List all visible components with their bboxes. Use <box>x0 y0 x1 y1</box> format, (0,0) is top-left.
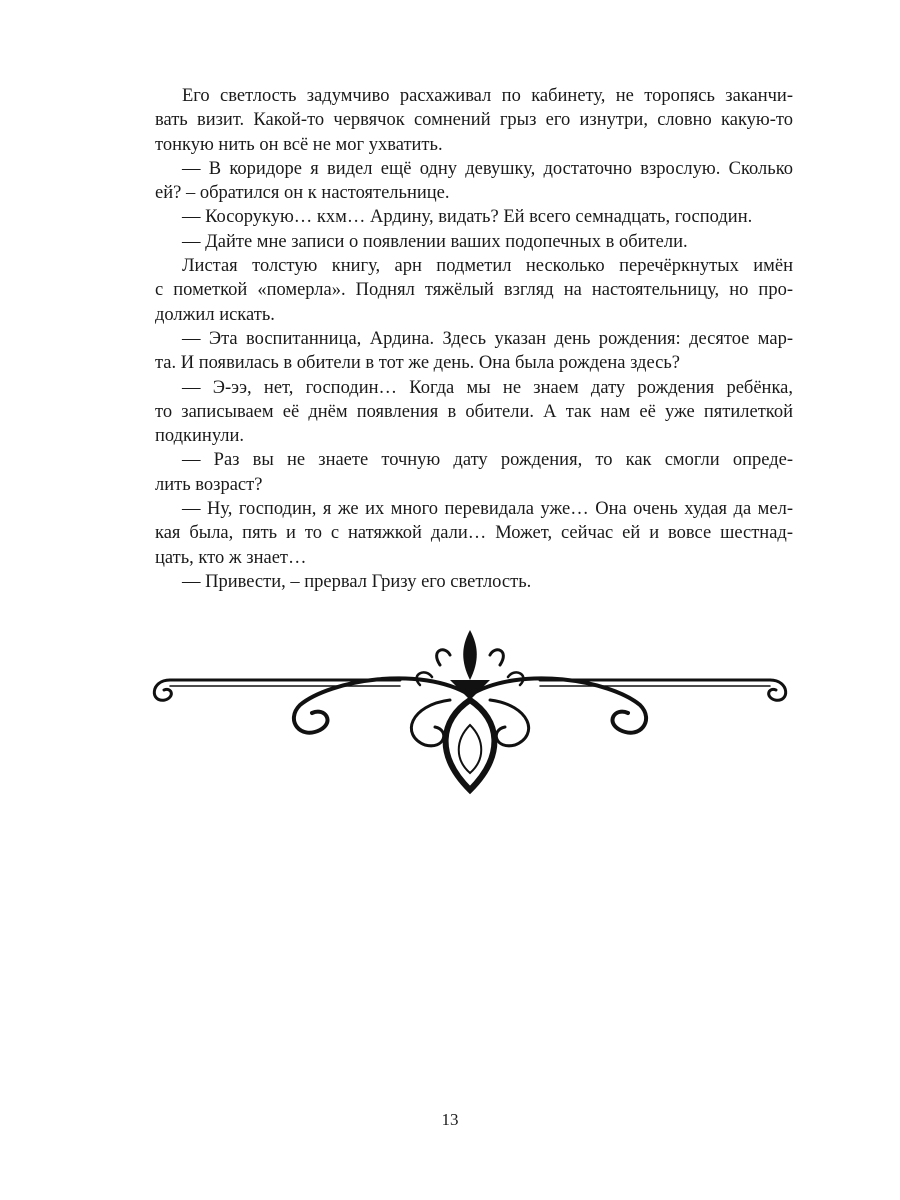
text-line: — Привести, – прервал Гризу его светлость. <box>182 571 532 592</box>
text-line: подкинули. <box>155 426 245 447</box>
text-line: вать визит. Какой-то червячок сомнений грыз его изнутри, словно какую-то <box>155 110 793 131</box>
text-line: Листая толстую книгу, арн подметил несколько перечёркнутых имён <box>182 256 793 277</box>
text-line: тонкую нить он всё не мог ухватить. <box>155 134 443 155</box>
text-line: та. И появилась в обители в тот же день. Она была рождена здесь? <box>155 353 681 374</box>
text-line: — Э-ээ, нет, господин… Когда мы не знаем дату рождения ребёнка, <box>182 377 793 398</box>
body-text <box>155 84 793 594</box>
text-line: цать, кто ж знает… <box>155 547 307 568</box>
text-line: ей? – обратился он к настоятельнице. <box>155 183 450 204</box>
text-line: то записываем её днём появления в обители. А так нам её уже пятилеткой <box>155 401 793 422</box>
text-line: — Дайте мне записи о появлении ваших подопечных в обители. <box>182 231 688 252</box>
text-line: должил искать. <box>155 304 275 325</box>
text-line: — Косорукую… кхм… Ардину, видать? Ей всего семнадцать, господин. <box>182 207 753 228</box>
text-line: лить возраст? <box>155 474 263 495</box>
page-number: 13 <box>441 1110 459 1129</box>
text-line: — Раз вы не знаете точную дату рождения, то как смогли опреде- <box>182 450 793 471</box>
text-line: — Эта воспитанница, Ардина. Здесь указан день рождения: десятое мар- <box>182 328 793 349</box>
text-line: — В коридоре я видел ещё одну девушку, достаточно взрослую. Сколько <box>182 158 793 179</box>
text-line: Его светлость задумчиво расхаживал по кабинету, не торопясь заканчи- <box>182 86 793 106</box>
text-line: с пометкой «померла». Поднял тяжёлый взгляд на настоятельницу, но про- <box>155 280 793 301</box>
text-line: — Ну, господин, я же их много перевидала уже… Она очень худая да мел- <box>182 499 793 520</box>
text-line: кая была, пять и то с натяжкой дали… Может, сейчас ей и вовсе шестнад- <box>155 523 793 544</box>
ornament-divider-icon <box>150 625 790 795</box>
